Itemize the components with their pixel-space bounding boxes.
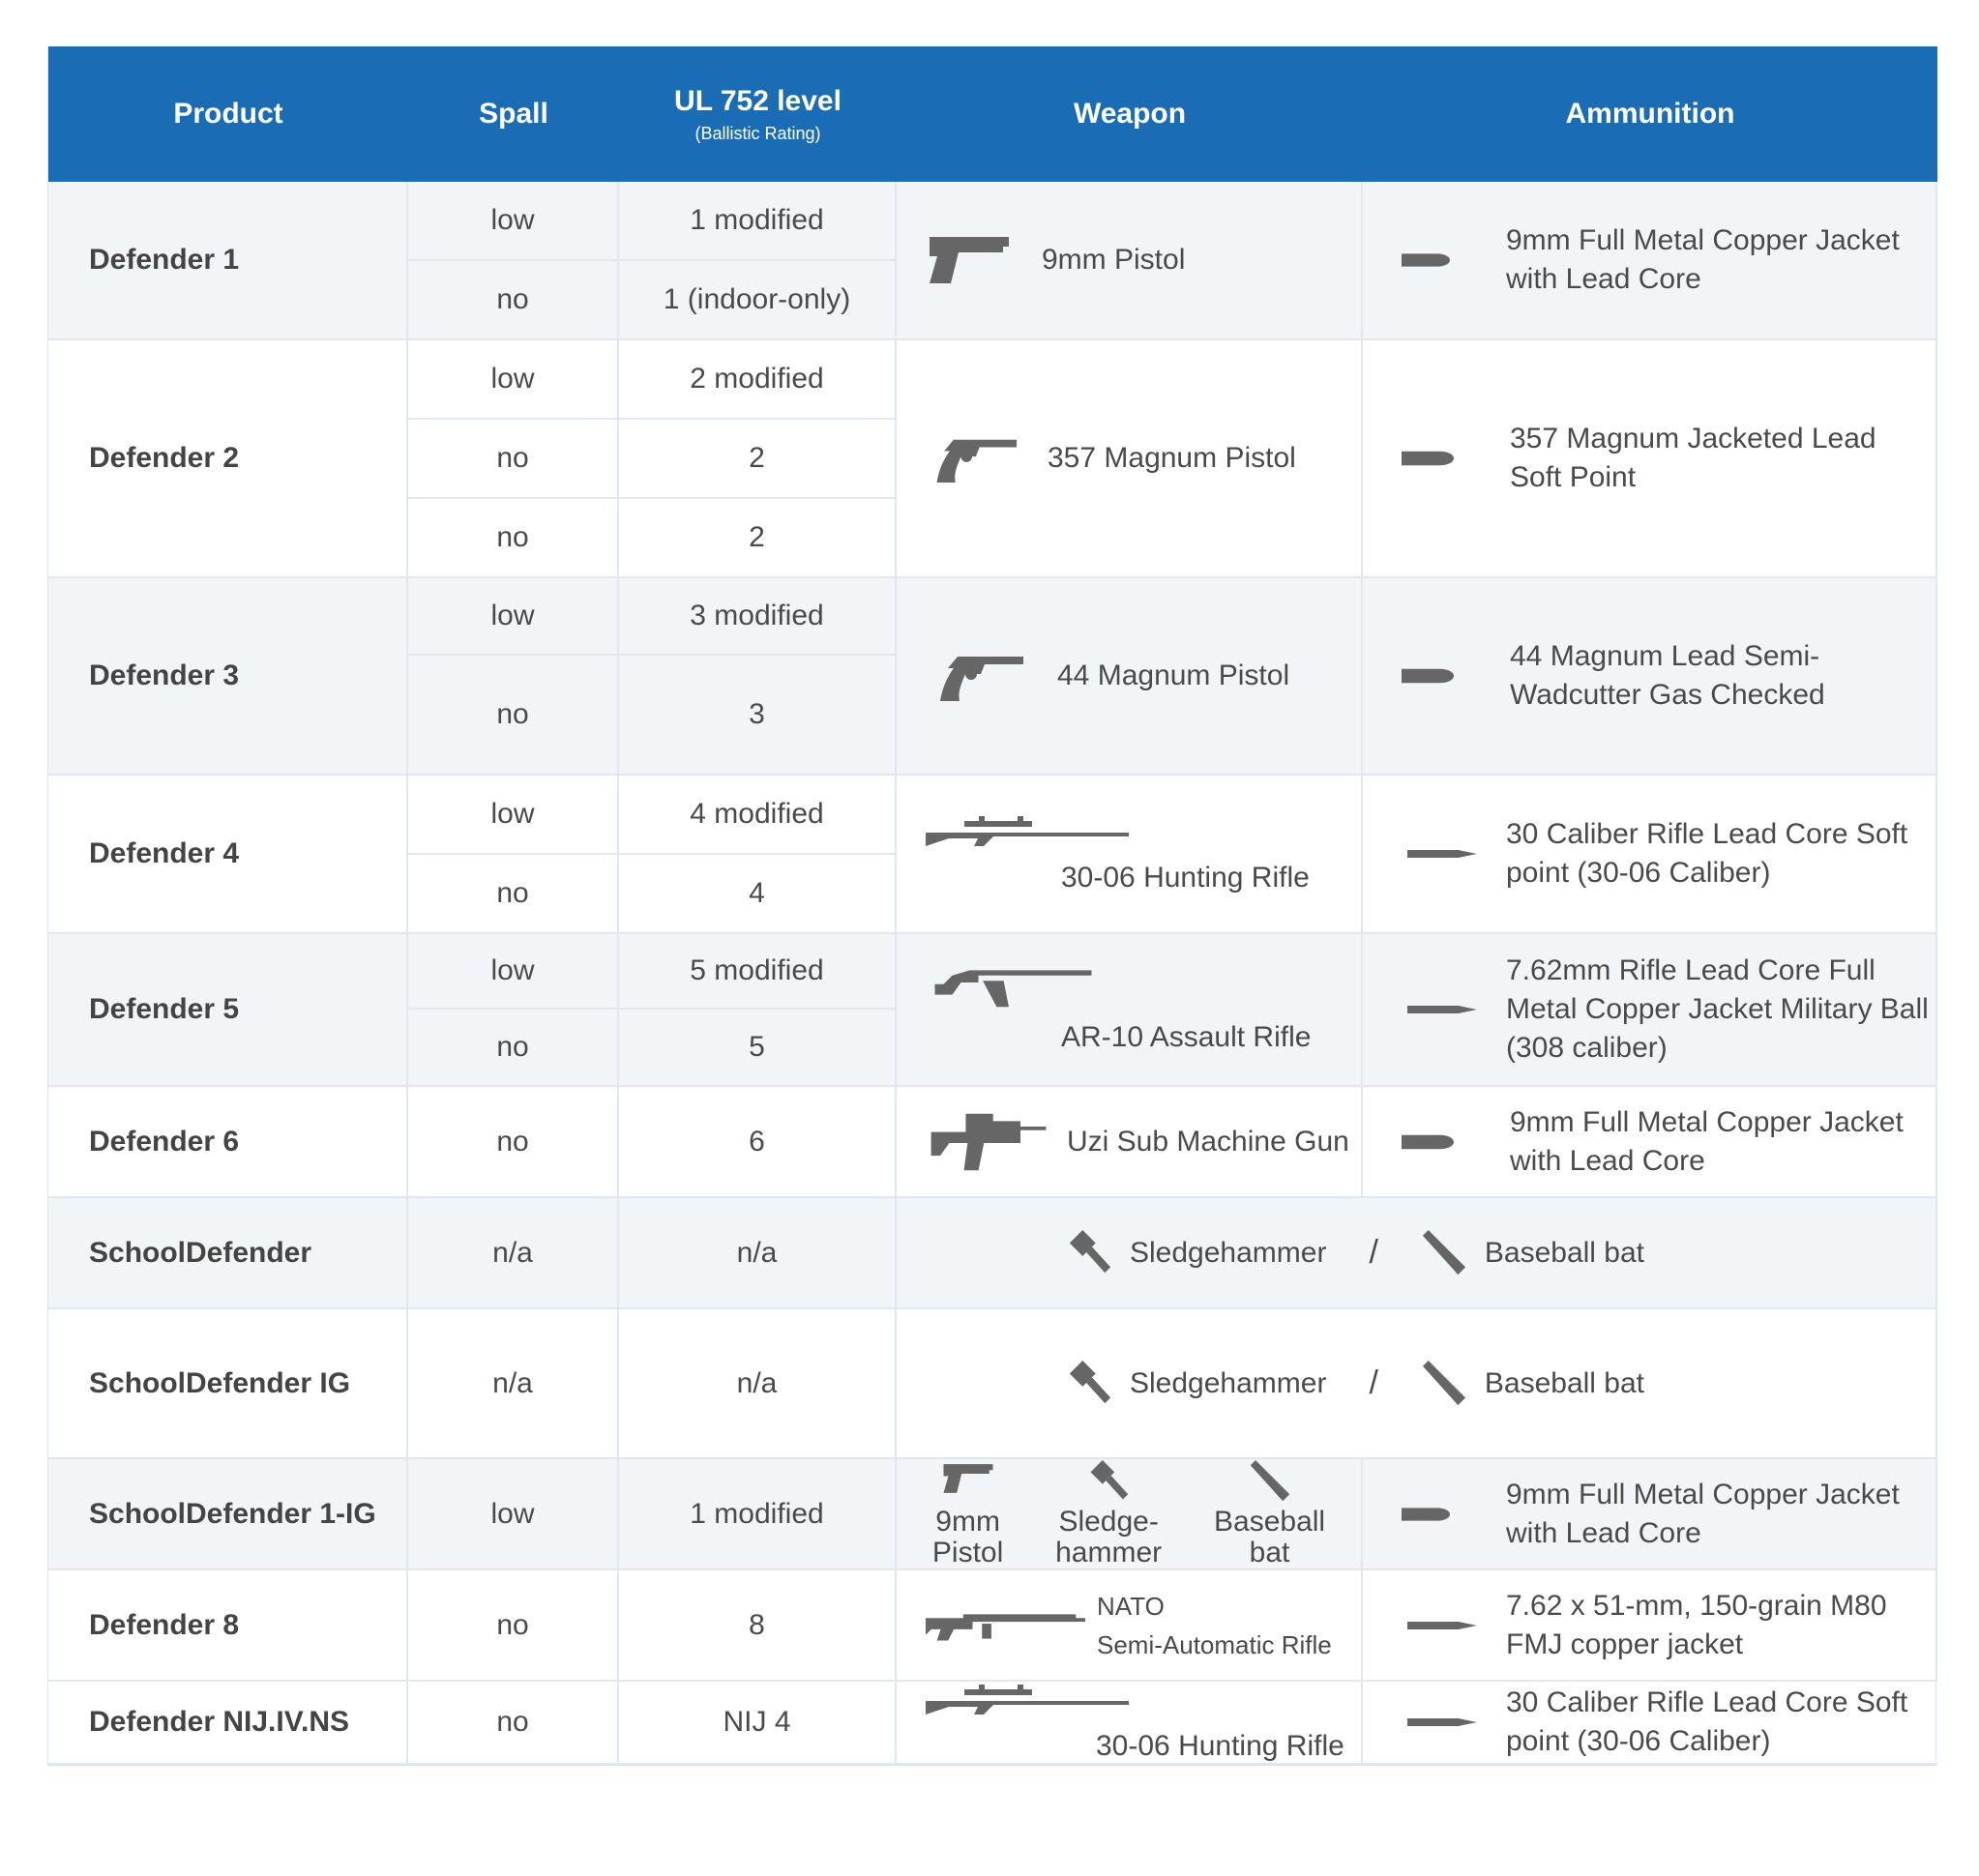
- product-cell: Defender NIJ.IV.NS: [48, 1682, 408, 1765]
- spall-cell: n/a: [408, 1198, 619, 1309]
- weapon-label-group: [1097, 1587, 1332, 1664]
- ul-cell: 4: [619, 855, 897, 934]
- product-cell: SchoolDefender 1-IG: [48, 1459, 408, 1570]
- header-weapon-label: Weapon: [1073, 98, 1187, 130]
- ammo-cell: [1363, 776, 1937, 934]
- bullet-icon: [1402, 1506, 1450, 1523]
- weapon-label: 357 Magnum Pistol: [1048, 442, 1296, 474]
- spall-cell: no: [408, 1570, 619, 1682]
- ul-cell: 5 modified: [619, 934, 897, 1010]
- header-ammunition: [1363, 46, 1937, 182]
- weapon-cell: [897, 182, 1363, 340]
- ul-cell: 3 modified: [619, 578, 897, 656]
- ul-cell: n/a: [619, 1198, 897, 1309]
- ul-cell: NIJ 4: [619, 1682, 897, 1765]
- separator: /: [1369, 1234, 1378, 1271]
- ul-cell: 2: [619, 499, 897, 578]
- product-cell: SchoolDefender IG: [48, 1309, 408, 1459]
- spall-cell: low: [408, 934, 619, 1010]
- ammo-label: 9mm Full Metal Copper Jacket with Lead Core: [1510, 1105, 1904, 1177]
- ammo-cell: [1363, 340, 1937, 578]
- product-cell: Defender 6: [48, 1087, 408, 1198]
- ammo-label: 9mm Full Metal Copper Jacket with Lead Core: [1506, 224, 1900, 295]
- weapon-label: Baseball: [1214, 1505, 1326, 1538]
- spall-cell: no: [408, 420, 619, 499]
- assault-rifle-icon: [926, 965, 1109, 1017]
- product-cell: SchoolDefender: [48, 1198, 408, 1309]
- header-spall: [408, 46, 619, 182]
- bullet-icon: [1402, 1618, 1483, 1633]
- ammo-label: 44 Magnum Lead Semi-Wadcutter Gas Checked: [1510, 640, 1825, 711]
- ul-cell: 4 modified: [619, 776, 897, 855]
- header-ammunition-label: Ammunition: [1565, 98, 1735, 130]
- spall-cell: no: [408, 499, 619, 578]
- ul-cell: n/a: [619, 1309, 897, 1459]
- bullet-icon: [1402, 1715, 1483, 1730]
- weapon-label: AR-10 Assault Rifle: [1061, 1021, 1312, 1053]
- weapon-label: hammer: [1055, 1536, 1163, 1568]
- spall-cell: no: [408, 1087, 619, 1198]
- product-cell: Defender 8: [48, 1570, 408, 1682]
- ul-cell: 6: [619, 1087, 897, 1198]
- spall-cell: low: [408, 182, 619, 261]
- spall-cell: low: [408, 1459, 619, 1570]
- baseball-bat-icon: [1421, 1361, 1467, 1407]
- ammo-label: 30 Caliber Rifle Lead Core Soft point (30-06 Caliber): [1506, 1686, 1908, 1757]
- weapon-label: Semi-Automatic Rifle: [1097, 1629, 1332, 1659]
- bullet-icon: [1402, 251, 1450, 269]
- spall-cell: no: [408, 1010, 619, 1087]
- ul-cell: 5: [619, 1010, 897, 1087]
- ul-cell: 8: [619, 1570, 897, 1682]
- ul-cell: 2: [619, 420, 897, 499]
- weapon-cell: [897, 776, 1363, 934]
- weapon-label: Pistol: [931, 1536, 1004, 1568]
- hunting-rifle-icon: [926, 813, 1129, 852]
- sledgehammer-icon: [1066, 1230, 1112, 1276]
- bullet-icon: [1402, 449, 1454, 468]
- weapon-cell: [897, 1309, 1937, 1459]
- spall-cell: no: [408, 855, 619, 934]
- weapon-label: 30-06 Hunting Rifle: [1061, 862, 1310, 894]
- baseball-bat-icon: [1249, 1460, 1291, 1503]
- ammo-label: 357 Magnum Jacketed Lead Soft Point: [1510, 423, 1876, 493]
- weapon-cell: [897, 934, 1363, 1087]
- weapon-label: 30-06 Hunting Rifle: [1096, 1730, 1344, 1762]
- product-cell: Defender 4: [48, 776, 408, 934]
- bullet-icon: [1402, 1002, 1483, 1017]
- sledgehammer-icon: [1066, 1361, 1112, 1407]
- bullet-icon: [1402, 667, 1454, 685]
- revolver-icon: [926, 429, 1019, 487]
- weapon-item: [932, 1460, 1003, 1568]
- weapon-cell: [897, 1570, 1363, 1682]
- revolver-icon: [926, 647, 1028, 705]
- header-product-label: Product: [173, 98, 283, 130]
- weapon-cell: [897, 340, 1363, 578]
- pistol-icon: [926, 231, 1013, 289]
- ammo-cell: [1363, 934, 1937, 1087]
- bullet-icon: [1402, 1133, 1454, 1151]
- spall-cell: low: [408, 340, 619, 420]
- smg-icon: [926, 1110, 1051, 1174]
- tool-label: Baseball bat: [1484, 1236, 1645, 1269]
- weapon-label: 44 Magnum Pistol: [1057, 660, 1290, 691]
- ammo-label: 9mm Full Metal Copper Jacket with Lead Core: [1506, 1478, 1900, 1549]
- weapon-item: [1055, 1460, 1162, 1568]
- ul-cell: 1 modified: [619, 1459, 897, 1570]
- ballistic-table: [47, 46, 1936, 1766]
- ul-cell: 2 modified: [619, 340, 897, 420]
- product-cell: Defender 3: [48, 578, 408, 776]
- weapon-label: 9mm Pistol: [1042, 244, 1186, 276]
- ammo-label: 30 Caliber Rifle Lead Core Soft point (30-06 Caliber): [1506, 818, 1908, 889]
- tool-label: Sledgehammer: [1130, 1236, 1327, 1269]
- weapon-cell: [897, 1087, 1363, 1198]
- ammo-label: 7.62mm Rifle Lead Core Full Metal Copper Jacket Military Ball (308 caliber): [1506, 954, 1929, 1064]
- spall-cell: low: [408, 776, 619, 855]
- ammo-cell: [1363, 1087, 1937, 1198]
- weapon-cell: [897, 1682, 1363, 1765]
- separator: /: [1369, 1364, 1378, 1401]
- spall-cell: no: [408, 261, 619, 340]
- ammo-cell: [1363, 1570, 1937, 1682]
- header-weapon: [897, 46, 1363, 182]
- product-cell: Defender 5: [48, 934, 408, 1087]
- weapon-cell: [897, 1198, 1937, 1309]
- ammo-cell: [1363, 1459, 1937, 1570]
- product-cell: Defender 1: [48, 182, 408, 340]
- weapon-label: bat: [1249, 1536, 1290, 1568]
- tool-label: Baseball bat: [1484, 1366, 1645, 1399]
- header-product: [48, 46, 408, 182]
- weapon-cell: [897, 1459, 1363, 1570]
- header-spall-label: Spall: [479, 98, 548, 130]
- spall-cell: no: [408, 656, 619, 776]
- header-ul-sublabel: (Ballistic Rating): [694, 123, 821, 143]
- bullet-icon: [1402, 846, 1483, 862]
- pistol-icon: [941, 1460, 995, 1497]
- hunting-rifle-icon: [926, 1682, 1129, 1720]
- header-ul-level: [619, 46, 897, 182]
- ammo-cell: [1363, 578, 1937, 776]
- ammo-label: 7.62 x 51-mm, 150-grain M80 FMJ copper jacket: [1506, 1589, 1887, 1660]
- weapon-label: NATO: [1097, 1591, 1165, 1621]
- weapon-label: Uzi Sub Machine Gun: [1067, 1125, 1349, 1158]
- weapon-item: [1214, 1460, 1325, 1568]
- semi-auto-rifle-icon: [926, 1606, 1085, 1645]
- product-cell: Defender 2: [48, 340, 408, 578]
- ammo-cell: [1363, 1682, 1937, 1765]
- tool-label: Sledgehammer: [1130, 1366, 1327, 1399]
- ammo-cell: [1363, 182, 1937, 340]
- weapon-cell: [897, 578, 1363, 776]
- spall-cell: n/a: [408, 1309, 619, 1459]
- header-ul-label: UL 752 level: [674, 84, 842, 117]
- sledgehammer-icon: [1087, 1460, 1130, 1503]
- ul-cell: 1 (indoor-only): [619, 261, 897, 340]
- spall-cell: low: [408, 578, 619, 656]
- weapon-label: 9mm: [935, 1505, 1000, 1538]
- weapon-label: Sledge-: [1058, 1505, 1159, 1538]
- baseball-bat-icon: [1421, 1230, 1467, 1276]
- spall-cell: no: [408, 1682, 619, 1765]
- ul-cell: 3: [619, 656, 897, 776]
- ul-cell: 1 modified: [619, 182, 897, 261]
